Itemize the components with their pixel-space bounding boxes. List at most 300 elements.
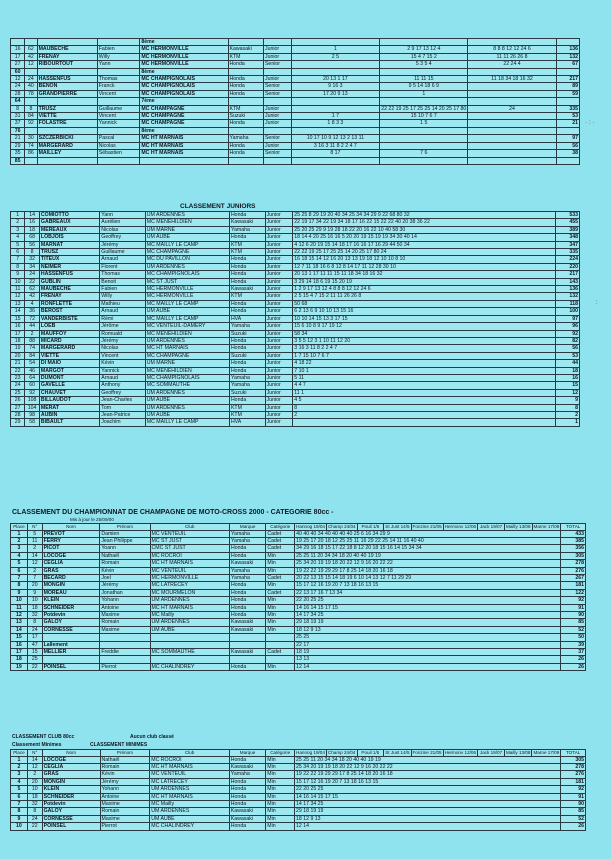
table-cell: Suzuki	[228, 113, 263, 120]
table-cell: 29	[11, 142, 25, 149]
table-cell: Vincent	[100, 352, 146, 359]
table-cell: VANDERBISTE	[39, 315, 99, 322]
table-cell: 22	[11, 367, 25, 374]
table-cell	[97, 68, 140, 75]
table-cell: 39	[561, 641, 586, 648]
table-cell: Sébastien	[97, 150, 140, 157]
table-cell: GRANDPIERRE	[37, 90, 97, 97]
table-cell: Senior	[263, 83, 291, 90]
table-cell: 15	[556, 382, 580, 389]
table-cell: Marne 17/09	[533, 524, 560, 529]
table-cell: 224	[556, 256, 580, 263]
table-cell	[291, 157, 380, 164]
table-cell: 2	[27, 545, 42, 552]
table-cell: MC HT MARNAIS	[140, 135, 228, 142]
table-row	[11, 120, 580, 127]
table-cell: Potdevin	[42, 611, 100, 618]
table-cell: GRAS	[42, 567, 100, 574]
table-cell: Cadet	[266, 574, 295, 581]
table-cell: MC LATRECEY	[150, 778, 230, 785]
table-cell	[97, 127, 140, 134]
table-cell: UM AUBE	[145, 397, 229, 404]
minimes-note: Classement Minimes	[12, 742, 62, 748]
table-cell: 42	[25, 53, 37, 60]
table-cell: 455	[556, 219, 580, 226]
table-cell: MC LATRECEY	[150, 582, 229, 589]
table-cell: Min	[266, 663, 295, 670]
table-cell: 22 20 25 25	[295, 786, 561, 793]
table-cell: Min	[266, 560, 295, 567]
table-cell	[100, 634, 150, 641]
table-cell: 3	[11, 226, 25, 233]
table-cell: Jean Philippe	[100, 537, 150, 544]
table-cell: Honda	[229, 786, 266, 793]
table-row	[11, 352, 580, 359]
table-cell: 15	[11, 634, 28, 641]
table-cell: Willy	[100, 293, 146, 300]
table-row	[11, 241, 580, 248]
table-cell: SCHNEIDER	[42, 793, 100, 800]
table-cell: 47	[27, 641, 42, 648]
table-row	[11, 135, 580, 142]
table-cell: Yamaha	[229, 771, 266, 778]
table-row	[11, 105, 580, 112]
table-cell: MC SOMMAUTHE	[145, 382, 229, 389]
table-cell: 29	[11, 419, 25, 426]
table-cell: Kawasaki	[229, 649, 265, 656]
table-cell: 7 10 1	[293, 367, 556, 374]
table-cell: Jack 19/07	[478, 524, 505, 531]
table-row	[11, 574, 586, 581]
table-cell: 22 13 17 16 7 13 34	[295, 589, 561, 596]
table-cell: Junior	[265, 374, 293, 381]
table-cell: 533	[556, 212, 580, 219]
table-cell: 10	[27, 597, 42, 604]
table-cell: 1	[556, 419, 580, 426]
table-row	[11, 786, 586, 793]
table-cell: UM ARDENNES	[145, 404, 229, 411]
table-cell: 8ème	[140, 127, 228, 134]
table-cell: 11 1	[293, 389, 556, 396]
table-cell	[291, 127, 380, 134]
table-cell: Junior	[265, 367, 293, 374]
table-cell: 38	[556, 150, 579, 157]
table-cell	[556, 39, 579, 46]
table-cell: Junior	[263, 46, 291, 53]
table-cell: 22 19 17 34 22 19 34 18 17 16 22 15 22 22 40 20 38 36 22	[293, 219, 556, 226]
table-cell: 31	[11, 113, 25, 120]
table-cell: 13	[11, 300, 25, 307]
table-cell	[25, 157, 37, 164]
table-cell: 20	[27, 582, 42, 589]
table-cell: MC ST JUST	[145, 278, 229, 285]
table-cell: FOLASTRE	[37, 120, 97, 127]
table-cell: 278	[561, 560, 586, 567]
table-cell: Kévin	[100, 567, 150, 574]
table-cell: 24	[11, 83, 25, 90]
table-cell: 98	[25, 411, 40, 418]
table-row	[11, 374, 580, 381]
table-row	[11, 315, 580, 322]
table-cell	[380, 127, 468, 134]
table-cell: 20 13 1 17 11 11 15 11 18 34 18 16 32	[293, 271, 556, 278]
table-cell: Honda	[229, 756, 266, 763]
table-cell: 18 14 4 20 25 16 16 5 20 20 19 15 19 19 34 30 40 14	[293, 234, 556, 241]
table-cell: 46	[25, 367, 40, 374]
table-cell: 62	[25, 286, 40, 293]
table-cell	[263, 157, 291, 164]
table-cell: Min	[266, 619, 295, 626]
table-cell: 5	[11, 241, 25, 248]
table-cell: 97	[556, 315, 580, 322]
table-cell: Honda	[228, 83, 263, 90]
table-row	[11, 263, 580, 270]
table-cell: MC HERMONVILLE	[140, 61, 228, 68]
table-cell: MOREAU	[42, 589, 100, 596]
table-cell: UM AUBE	[145, 411, 229, 418]
table-cell: HASSENFUS	[37, 76, 97, 83]
table-cell: 3 5 5 12 3 1 10 11 12 20	[293, 337, 556, 344]
table-cell: 15 17 12 16 19 20 7 13 18 16 13 15	[295, 582, 561, 589]
table-cell: 8ème	[140, 39, 228, 46]
table-cell: 4	[25, 300, 40, 307]
team-table	[10, 38, 580, 165]
table-cell	[263, 68, 291, 75]
table-cell: MC MAILLY LE CAMP	[145, 315, 229, 322]
table-cell: Marne 17/09	[533, 750, 560, 755]
table-cell	[291, 68, 380, 75]
table-cell: 4 4 7	[293, 382, 556, 389]
table-row	[11, 656, 586, 663]
table-cell: 276	[561, 771, 586, 778]
table-cell: TITEUX	[39, 256, 99, 263]
table-cell	[380, 142, 468, 149]
table-cell: Honda	[229, 271, 265, 278]
table-cell: 19 22 22 19 29 29 17 8 25 14 18 20 16 18	[295, 567, 561, 574]
table-cell: Jérémy	[100, 337, 146, 344]
table-cell: Junior	[265, 352, 293, 359]
table-cell: 35	[11, 150, 25, 157]
table-cell: SCHNEIDER	[42, 604, 100, 611]
table-cell: 52	[561, 815, 586, 822]
table-cell: BILLAUDOT	[39, 397, 99, 404]
table-cell: MELLIER	[42, 649, 100, 656]
table-cell: Kawasaki	[229, 560, 265, 567]
table-row	[11, 771, 586, 778]
table-cell: MC MENEHILDIEN	[145, 367, 229, 374]
table-cell: Prénom	[100, 524, 150, 531]
table-cell: Hermonv 12/06	[444, 750, 477, 755]
table-cell: Vincent	[97, 113, 140, 120]
table-cell: 24	[468, 105, 556, 112]
table-cell: Kévin	[100, 360, 146, 367]
table-cell: St Just 14/5	[385, 750, 410, 755]
table-cell: KTM	[228, 53, 263, 60]
table-cell: Min	[266, 567, 295, 574]
table-cell: N°	[27, 524, 42, 531]
table-cell: Honda	[229, 545, 265, 552]
table-cell: UM ARDENNES	[145, 389, 229, 396]
table-cell: Marque	[229, 750, 266, 757]
table-cell: 181	[561, 778, 586, 785]
table-cell: 90	[561, 611, 586, 618]
table-cell: Min	[266, 793, 295, 800]
table-cell	[37, 68, 97, 75]
table-cell: Yann	[100, 212, 146, 219]
table-cell: 10	[11, 278, 25, 285]
table-cell: Honda	[229, 589, 265, 596]
table-cell: 21	[11, 360, 25, 367]
table-cell: 2	[11, 763, 28, 770]
table-cell: 4	[11, 552, 28, 559]
table-cell: MC HERMONVILLE	[140, 46, 228, 53]
table-cell: Kawasaki	[229, 219, 265, 226]
table-cell: 8 17	[291, 150, 380, 157]
table-cell: KLEIN	[42, 786, 100, 793]
table-cell: 14	[11, 308, 25, 315]
table-cell: Min	[266, 786, 295, 793]
table-cell: 29 18 19 19	[295, 808, 561, 815]
table-cell: 14	[27, 552, 42, 559]
table-row	[11, 219, 580, 226]
table-cell: Nicolas	[100, 226, 146, 233]
table-cell: 58 34	[293, 330, 556, 337]
table-cell: Mathieu	[100, 300, 146, 307]
table-cell: Min	[266, 604, 295, 611]
table-cell: Cadet	[266, 530, 295, 537]
table-cell: VIETTE	[37, 113, 97, 120]
table-cell: CEGLIA	[42, 560, 100, 567]
table-cell: 25	[27, 656, 42, 663]
table-cell: MC CHAMPIGNOLAIS	[140, 76, 228, 83]
table-cell: MC HT MARNAIS	[150, 604, 229, 611]
table-cell: 15 17 12 16 19 20 7 13 18 16 13 15	[295, 778, 561, 785]
table-cell	[468, 98, 556, 105]
table-row	[11, 249, 580, 256]
table-cell: NEIMER	[39, 263, 99, 270]
table-cell: Cadet	[266, 649, 295, 656]
table-cell: 18	[27, 793, 42, 800]
table-cell: 12 14	[295, 823, 561, 830]
table-cell: GAVELLE	[39, 382, 99, 389]
table-cell: 217	[556, 76, 579, 83]
table-cell: MC VENTEUIL	[150, 567, 229, 574]
table-row	[11, 330, 580, 337]
table-cell: 18	[27, 604, 42, 611]
table-cell: MC MAILLY LE CAMP	[145, 419, 229, 426]
table-cell: MC HERMONVILLE	[150, 574, 229, 581]
table-cell: 15 6 10 8 9 17 19 12	[293, 323, 556, 330]
table-cell: Junior	[263, 142, 291, 149]
table-cell: Junior	[265, 293, 293, 300]
table-cell: 19 22 22 19 29 29 17 8 25 14 18 20 16 18	[295, 771, 561, 778]
table-cell: 122	[561, 589, 586, 596]
table-cell: MC HT MARNAIS	[150, 560, 229, 567]
table-cell: Jérôme	[100, 323, 146, 330]
table-cell: 104	[25, 404, 40, 411]
table-cell: MC ST JUST	[150, 537, 229, 544]
table-cell: 20 13 1 17	[291, 76, 380, 83]
table-cell: Suzuki	[229, 389, 265, 396]
table-cell: MC CHAMPAGNE	[140, 113, 228, 120]
table-cell: MC CHALINDREY	[150, 663, 229, 670]
table-cell: 24	[25, 271, 40, 278]
table-cell: 9	[11, 271, 25, 278]
table-cell: Fonzine 21/05	[412, 750, 442, 755]
table-row	[11, 560, 586, 567]
table-cell: Freddie	[100, 649, 150, 656]
table-cell: Nicolas	[100, 345, 146, 352]
table-cell: KTM	[229, 404, 265, 411]
table-cell: 22	[25, 278, 40, 285]
table-cell: 18	[25, 226, 40, 233]
table-cell: Rémi	[100, 315, 146, 322]
table-cell	[229, 641, 265, 648]
table-cell: 13 13	[295, 656, 561, 663]
table-cell: Yamaha	[229, 323, 265, 330]
table-cell: 305	[561, 756, 586, 763]
table-cell: Honda	[229, 234, 265, 241]
table-cell: 85	[11, 157, 25, 164]
table-cell: 347	[556, 241, 580, 248]
table-cell: 3 29 14 18 6 19 15 20 19	[293, 278, 556, 285]
table-row	[11, 552, 586, 559]
table-cell: 2	[27, 567, 42, 574]
table-cell: KLEIN	[42, 597, 100, 604]
table-cell: 30	[25, 135, 37, 142]
minimes-title: CLASSEMENT MINIMES	[90, 742, 148, 748]
table-cell: 14 17 34 25	[295, 611, 561, 618]
table-cell: 25	[11, 389, 25, 396]
table-cell: 10	[11, 823, 28, 830]
table-cell: Maxime	[100, 815, 150, 822]
table-cell: Yannick	[97, 120, 140, 127]
table-cell: Min	[266, 808, 295, 815]
table-cell: Junior	[265, 219, 293, 226]
table-cell	[140, 157, 228, 164]
table-cell: TOTAL	[561, 750, 586, 757]
table-cell	[42, 656, 100, 663]
table-cell: Pascal	[97, 135, 140, 142]
table-cell	[37, 127, 97, 134]
table-cell: 74	[25, 345, 40, 352]
table-cell: UM MARNE	[145, 360, 229, 367]
table-cell: Romain	[100, 560, 150, 567]
table-cell: 18	[11, 337, 25, 344]
table-cell: KTM	[229, 249, 265, 256]
table-cell: 92	[25, 389, 40, 396]
table-cell: 34	[25, 263, 40, 270]
table-cell: Guillaume	[100, 249, 146, 256]
table-cell	[468, 83, 556, 90]
table-cell: Yoann	[100, 545, 150, 552]
table-row	[11, 634, 586, 641]
table-cell: Junior	[265, 286, 293, 293]
table-cell: 143	[556, 278, 580, 285]
table-cell: TOTAL	[561, 524, 586, 531]
table-cell	[97, 98, 140, 105]
table-cell: MC VENTEUIL	[150, 530, 229, 537]
table-cell: 25 34 20 19 19 18 20 22 12 9 16 20 22 22	[295, 560, 561, 567]
table-cell: 53	[556, 352, 580, 359]
table-cell: Min	[266, 582, 295, 589]
table-cell: 36	[25, 308, 40, 315]
table-cell	[266, 634, 295, 641]
table-cell: 11 11 26 26 8	[468, 53, 556, 60]
table-cell: Kawasaki	[228, 46, 263, 53]
table-cell: Junior	[265, 300, 293, 307]
table-cell	[468, 113, 556, 120]
table-cell: MARNAT	[39, 241, 99, 248]
table-cell: VIETTE	[39, 352, 99, 359]
table-cell: 74	[25, 142, 37, 149]
table-cell	[556, 127, 579, 134]
table-cell: 3	[11, 545, 28, 552]
table-cell: MC CHAMPIGNOLAIS	[145, 271, 229, 278]
table-cell: 86	[25, 150, 37, 157]
table-cell: 7	[11, 574, 28, 581]
table-cell: 4	[11, 234, 25, 241]
table-cell: Junior	[265, 411, 293, 418]
table-cell: UM ARDENNES	[145, 212, 229, 219]
table-cell: Min	[266, 823, 295, 830]
table-cell: 3	[11, 771, 28, 778]
table-cell: MARGERARD	[37, 142, 97, 149]
table-cell: MAUBECHE	[37, 46, 97, 53]
table-cell: 40	[25, 83, 37, 90]
table-cell: 8	[293, 404, 556, 411]
table-cell: MC Mailly	[150, 800, 230, 807]
table-cell: Mailly 13/08	[505, 750, 531, 755]
table-cell: 7	[11, 800, 28, 807]
table-cell: 217	[556, 271, 580, 278]
table-cell: 54	[25, 360, 40, 367]
table-cell: Club	[150, 750, 230, 757]
club-note-2: Aucun club classé	[130, 734, 174, 740]
table-cell: MARGOT	[39, 367, 99, 374]
table-cell: Champ 24/04	[327, 750, 356, 755]
table-cell: Maxime	[100, 626, 150, 633]
table-cell: 335	[556, 249, 580, 256]
table-cell: 25 25	[295, 634, 561, 641]
table-cell	[263, 127, 291, 134]
table-row	[11, 641, 586, 648]
table-row	[11, 756, 586, 763]
table-row	[11, 278, 580, 285]
table-cell: Junior	[265, 323, 293, 330]
table-cell: Junior	[265, 256, 293, 263]
table-cell: 64	[25, 374, 40, 381]
table-cell: Nathaël	[100, 552, 150, 559]
table-cell: MAILLEY	[37, 150, 97, 157]
table-cell: MC MOURMELON	[150, 589, 229, 596]
table-cell: 40 40 40 34 40 40 40 40 25 6 16 34 29 9	[295, 530, 561, 537]
table-row	[11, 397, 580, 404]
table-cell	[25, 68, 37, 75]
table-cell	[263, 39, 291, 46]
table-cell: Kawasaki	[229, 619, 265, 626]
table-cell: 136	[556, 286, 580, 293]
table-cell: Catégorie	[266, 750, 295, 757]
table-cell	[468, 127, 556, 134]
table-row	[11, 98, 580, 105]
table-row	[11, 589, 586, 596]
table-cell: Junior	[265, 271, 293, 278]
table-cell: Junior	[263, 105, 291, 112]
table-cell: 85	[561, 619, 586, 626]
table-cell: Senior	[263, 135, 291, 142]
table-row	[11, 419, 580, 426]
